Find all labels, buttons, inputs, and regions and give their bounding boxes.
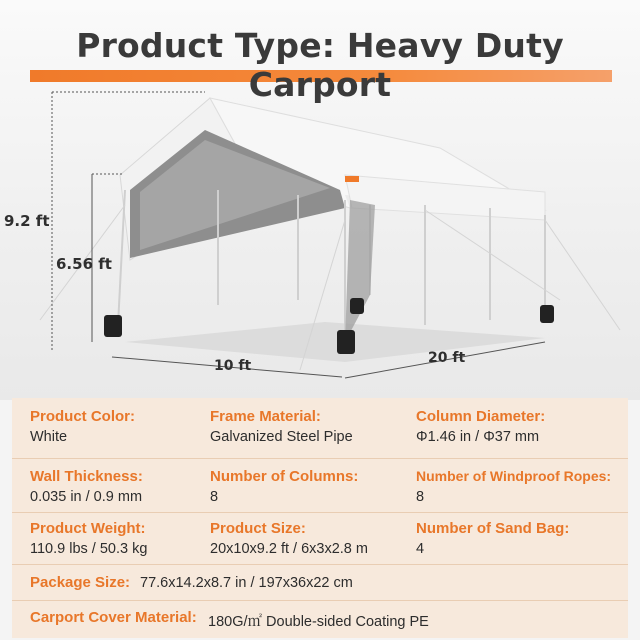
cover-value: 180G/㎡ Double-sided Coating PE (208, 614, 429, 630)
width-label: 10 ft (214, 358, 252, 374)
spec-value-frame: Galvanized Steel Pipe (210, 429, 353, 445)
sand-bag (350, 298, 364, 314)
spec-panel (12, 398, 628, 638)
spec-value-columns: 8 (210, 489, 219, 505)
spec-label-columns: Number of Columns: (210, 468, 359, 485)
spec-label-diameter: Column Diameter: (416, 408, 546, 425)
divider (12, 512, 628, 513)
spec-label-weight: Product Weight: (30, 520, 146, 537)
package-value: 77.6x14.2x8.7 in / 197x36x22 cm (140, 575, 353, 591)
length-label: 20 ft (428, 350, 466, 366)
sand-bag (104, 315, 122, 337)
spec-label-size: Product Size: (210, 520, 306, 537)
sand-bag (540, 305, 554, 323)
package-label: Package Size: (30, 574, 131, 591)
sand-bag (337, 330, 355, 354)
brand-tag (345, 176, 359, 182)
cover-label: Carport Cover Material: (30, 609, 197, 626)
spec-value-size: 20x10x9.2 ft / 6x3x2.8 m (210, 541, 368, 557)
carport-illustration (0, 80, 640, 400)
spec-value-thickness: 0.035 in / 0.9 mm (30, 489, 143, 505)
side-panel (345, 200, 375, 342)
total-height-label: 9.2 ft (4, 212, 50, 230)
title-banner (0, 18, 640, 104)
spec-value-diameter: Φ1.46 in / Φ37 mm (416, 429, 540, 445)
spec-value-color: White (30, 429, 68, 445)
spec-value-sandbag: 4 (416, 541, 425, 557)
spec-value-ropes: 8 (416, 489, 425, 505)
ground-floor (125, 322, 545, 362)
spec-label-frame: Frame Material: (210, 408, 321, 425)
spec-value-weight: 110.9 lbs / 50.3 kg (30, 541, 148, 557)
spec-label-thickness: Wall Thickness: (30, 468, 143, 485)
spec-label-sandbag: Number of Sand Bag: (416, 520, 570, 537)
spec-label-ropes: Number of Windproof Ropes: (416, 468, 612, 484)
spec-label-color: Product Color: (30, 408, 135, 425)
divider (12, 458, 628, 459)
side-height-label: 6.56 ft (56, 255, 112, 273)
divider (12, 564, 628, 565)
page-title: Product Type: Heavy Duty Carport (76, 26, 564, 104)
divider (12, 600, 628, 601)
